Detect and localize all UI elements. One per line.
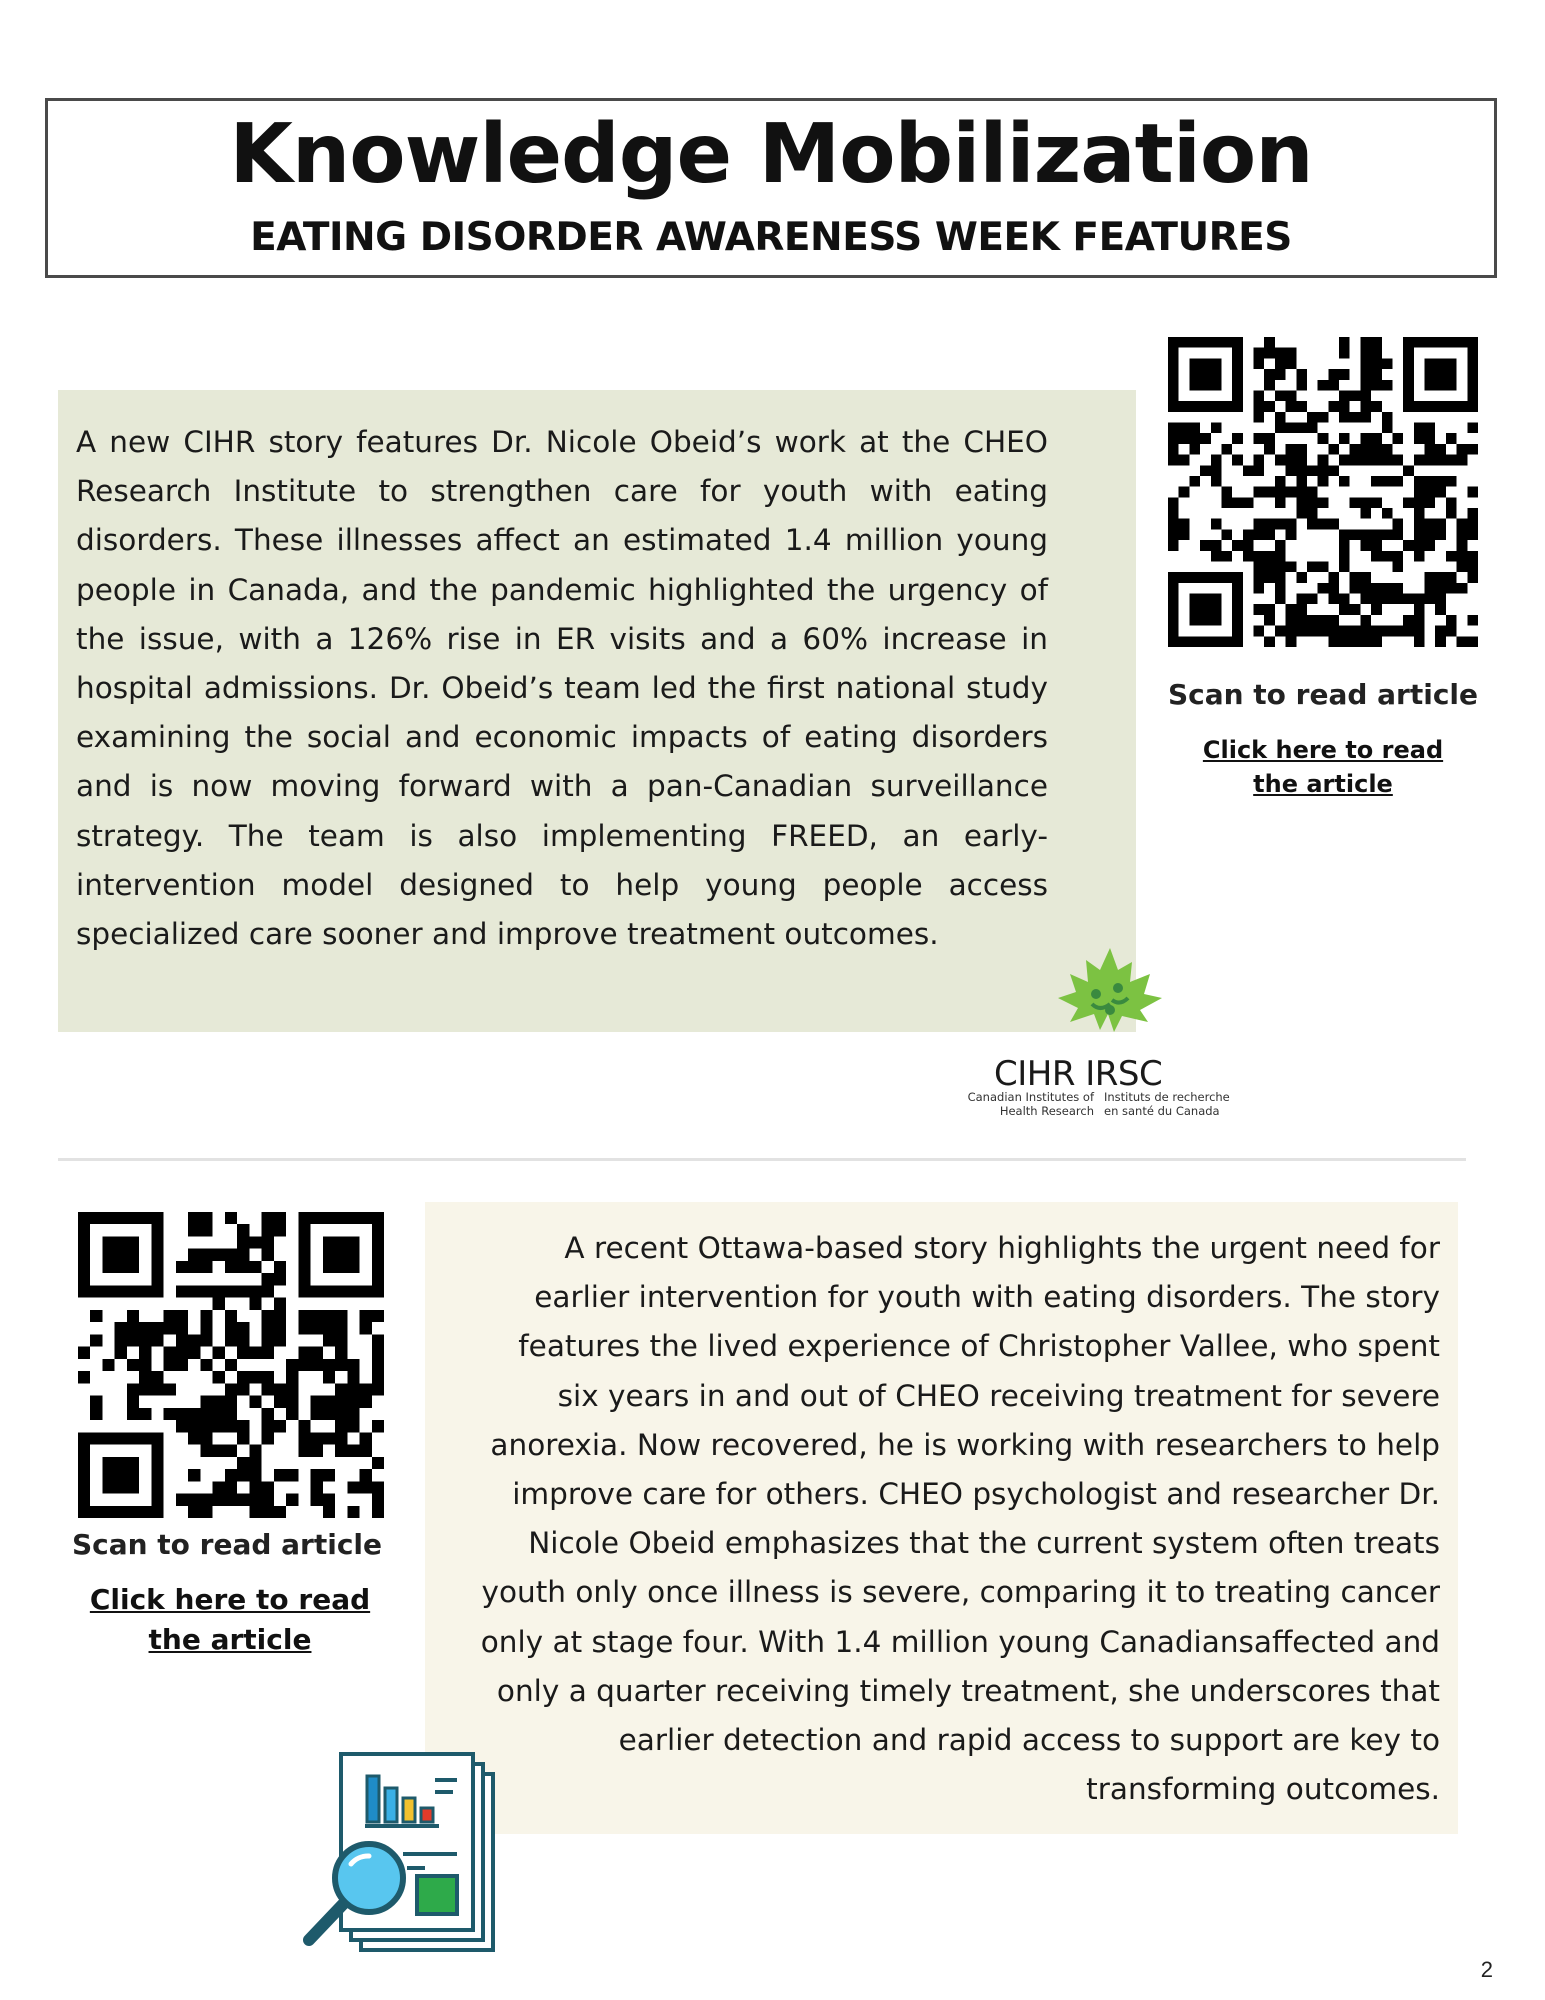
feature-2-body: A recent Ottawa-based story highlights the urgent need for earlier intervention for youth with eating disorders. The story features the lived experience of Christopher Vallee, who spent six years in and out of CHEO receiving treatment for severe anorexia. Now recovered, he is working with researchers to help improve care for others. CHEO psychologist and researcher Dr. Nicole Obeid emphasizes that the current system often treats youth only once illness is severe, comparing it to treating cancer only at stage four. With 1.4 million young Canadiansaffected and only a quarter receiving timely treatment, she underscores that earlier detection and rapid access to support are key to transforming outcomes. <box>480 1231 1440 1807</box>
feature-1-body: A new CIHR story features Dr. Nicole Obeid’s work at the CHEO Research Institute to strengthen care for youth with eating disorders. These illnesses affect an estimated 1.4 million young people in Canada, and the pandemic highlighted the urgency of the issue, with a 126% rise in ER visits and a 60% increase in hospital admissions. Dr. Obeid’s team led the first national study examining the social and economic impacts of eating disorders and is now moving forward with a pan-Canadian surveillance strategy. The team is also implementing FREED, an early-intervention model designed to help young people access specialized care sooner and improve treatment outcomes. <box>76 425 1048 952</box>
cihr-logo <box>960 948 1240 1120</box>
scan-label-1: Scan to read article <box>1167 678 1479 711</box>
report-magnifier-icon <box>295 1746 505 1968</box>
read-article-link-1[interactable]: Click here to read the article <box>1202 736 1444 798</box>
header-box <box>45 98 1497 278</box>
cihr-fr-line-1: Instituts de recherche <box>1104 1090 1230 1104</box>
read-article-link-2[interactable]: Click here to read the article <box>89 1583 371 1656</box>
page-subtitle: EATING DISORDER AWARENESS WEEK FEATURES <box>250 215 1292 260</box>
page-number: 2 <box>1480 1957 1493 1982</box>
cihr-fr-line-2: en santé du Canada <box>1104 1104 1220 1118</box>
cihr-name: CIHR IRSC <box>994 1054 1163 1094</box>
cihr-en-line-1: Canadian Institutes of <box>967 1090 1094 1104</box>
qr-code-icon <box>78 1210 384 1520</box>
scan-label-2: Scan to read article <box>71 1528 383 1561</box>
cihr-en-line-2: Health Research <box>999 1104 1094 1118</box>
cihr-french-name <box>1104 1090 1230 1118</box>
maple-leaf-icon <box>1052 948 1164 1048</box>
page-title: Knowledge Mobilization <box>229 107 1313 202</box>
qr-code-icon <box>1168 334 1478 650</box>
section-divider <box>58 1158 1466 1161</box>
cihr-english-name <box>966 1090 1094 1118</box>
